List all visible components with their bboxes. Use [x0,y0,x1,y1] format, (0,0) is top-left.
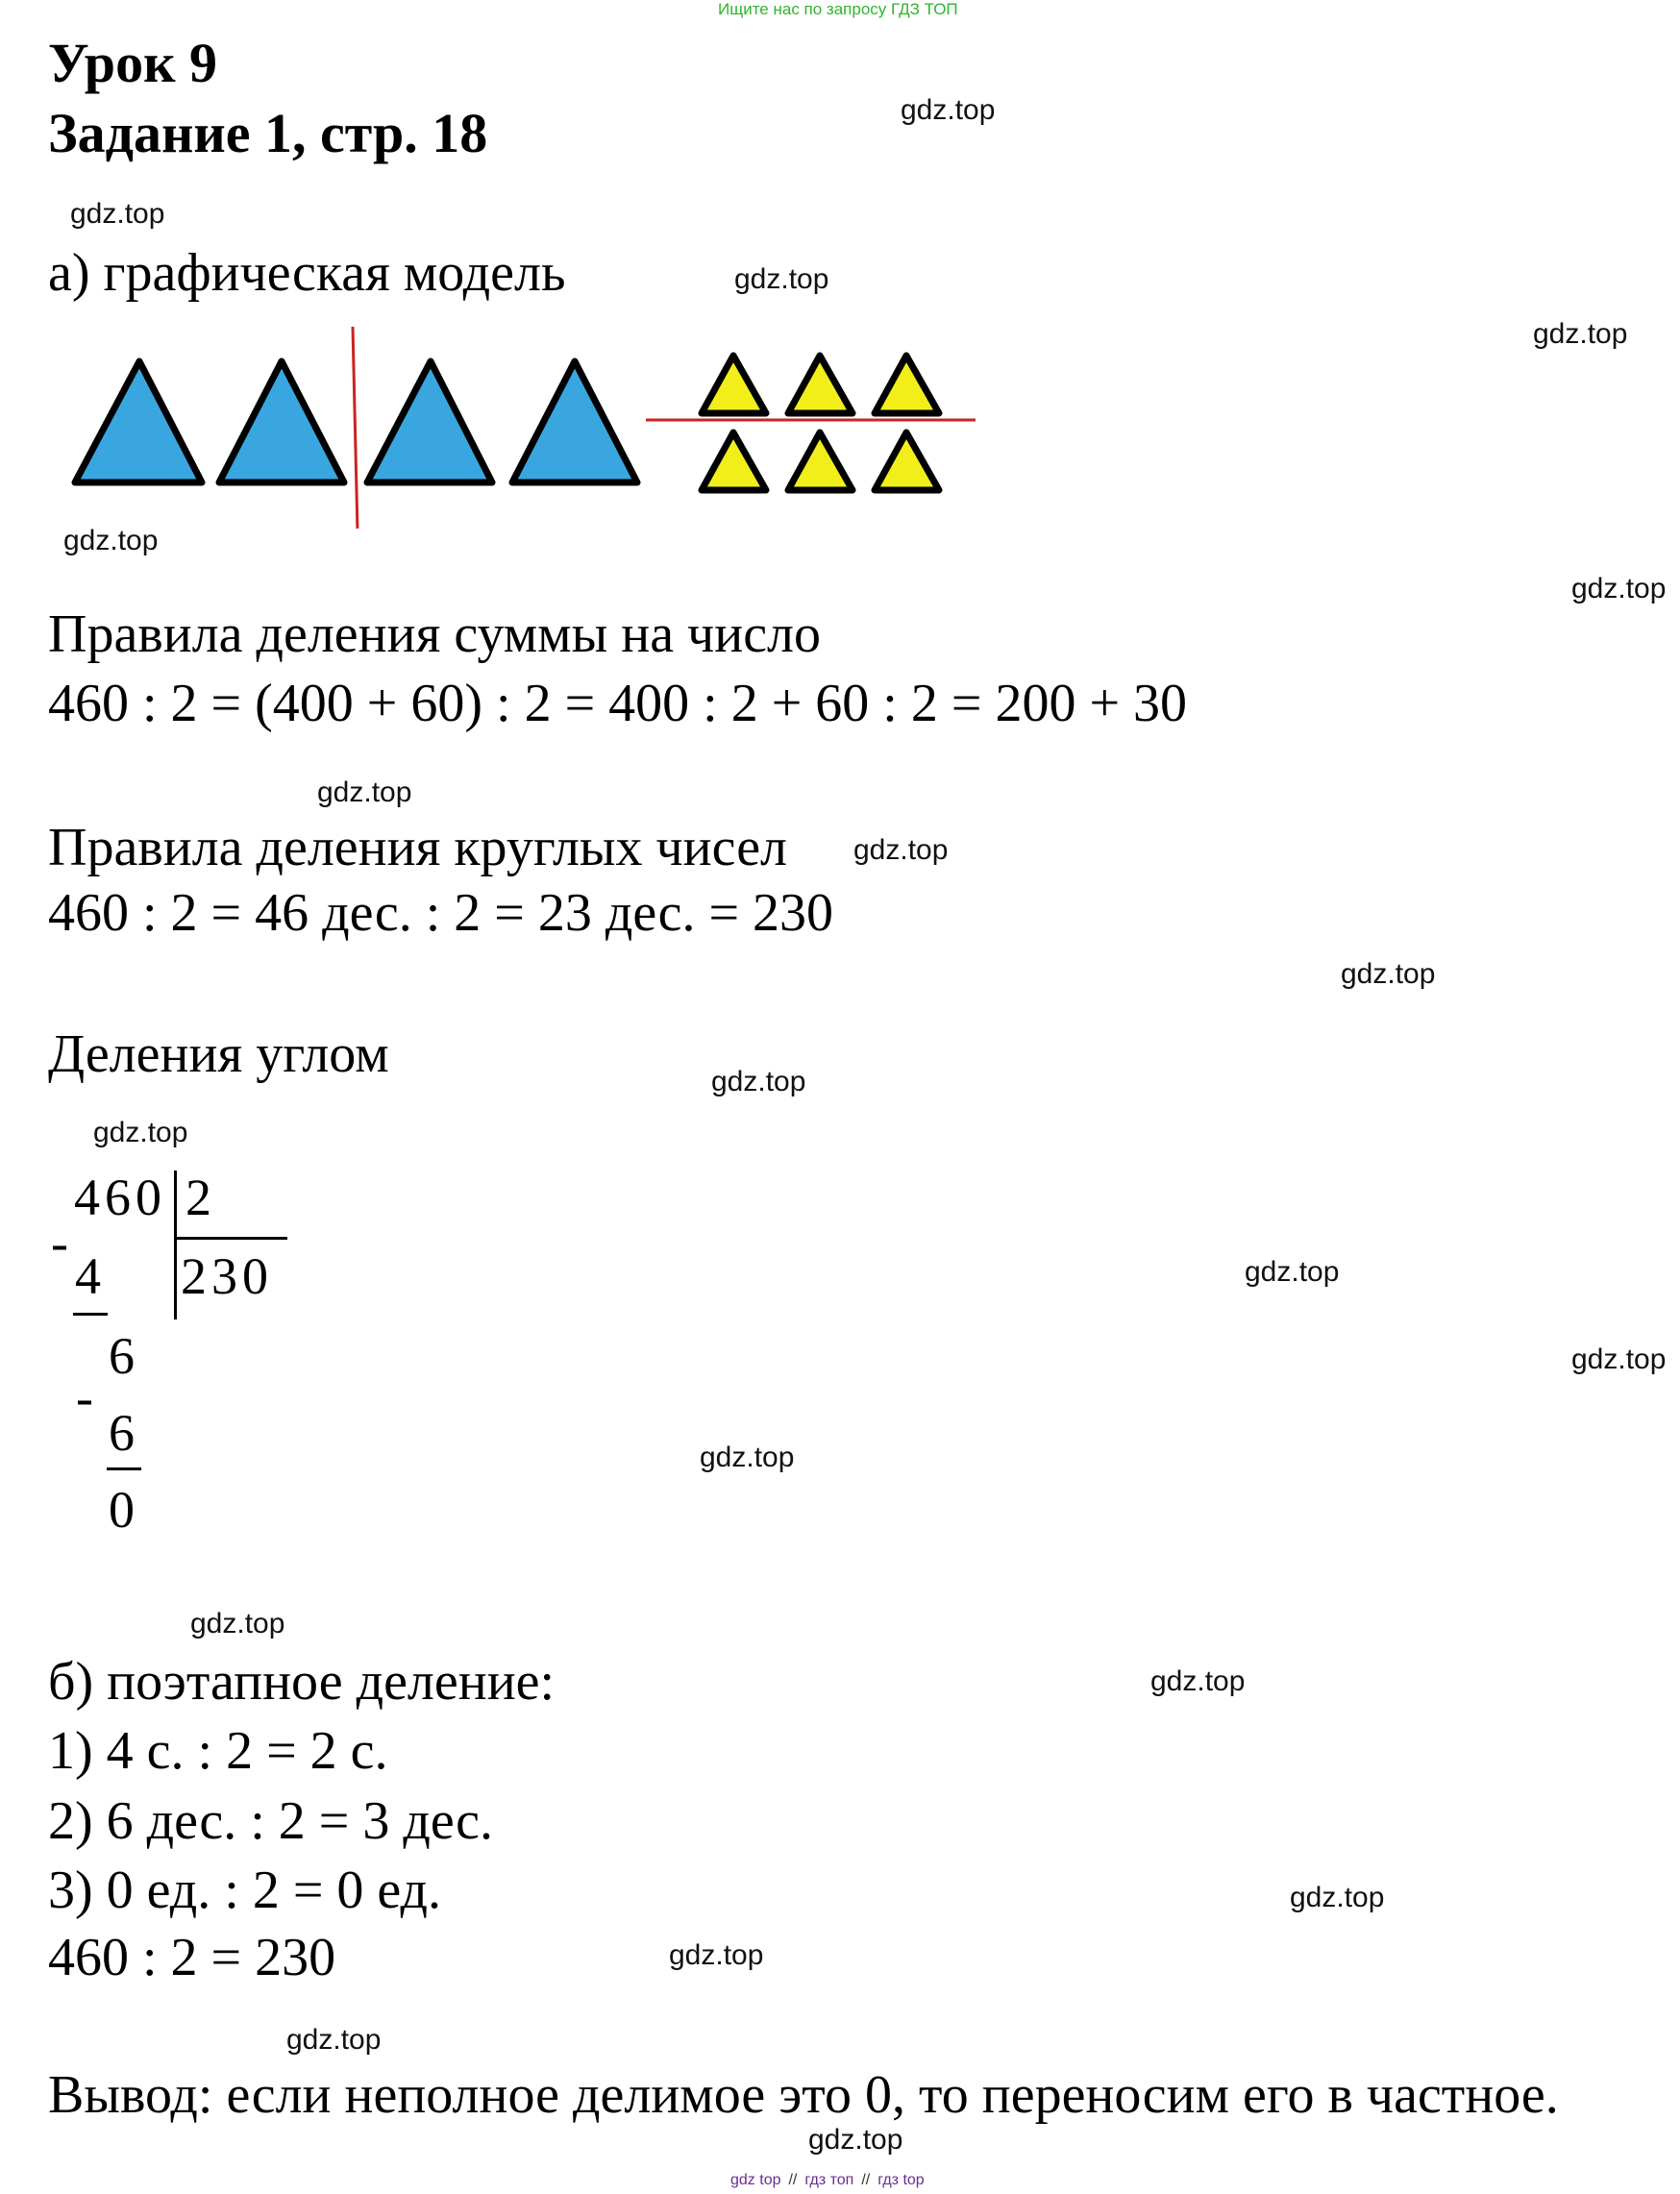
graphic-model [58,327,1000,529]
result: 460 : 2 = 230 [48,1928,336,1987]
rule-sum-expression: 460 : 2 = (400 + 60) : 2 = 400 : 2 + 60 : 2 = 200 + 30 [48,674,1188,733]
watermark: gdz.top [286,2024,382,2056]
top-banner: Ищите нас по запросу ГДЗ ТОП [718,0,958,18]
watermark: gdz.top [1571,1344,1667,1375]
subtrahend-1: 4 [75,1247,101,1305]
division-bracket-vertical [174,1171,177,1319]
watermark: gdz.top [808,2124,903,2156]
minus-sign-1: - [51,1214,68,1271]
yellow-triangle [875,432,939,490]
part-b-heading: б) поэтапное деление: [48,1652,556,1712]
part-a-heading: а) графическая модель [48,243,566,303]
yellow-triangle [788,432,852,490]
lesson-title: Урок 9 [48,32,217,94]
remainder-1: 6 [109,1327,135,1385]
watermark: gdz.top [1150,1665,1246,1697]
division-bracket-horizontal [174,1237,287,1240]
yellow-triangle [788,356,852,413]
quotient: 230 [181,1247,273,1305]
watermark: gdz.top [70,198,165,230]
task-title: Задание 1, стр. 18 [48,102,488,164]
watermark: gdz.top [901,94,996,126]
rule-round-expression: 460 : 2 = 46 дес. : 2 = 23 дес. = 230 [48,883,834,943]
step-2: 2) 6 дес. : 2 = 3 дес. [48,1791,493,1851]
footer-link[interactable]: гдз топ [804,2172,854,2188]
footer-link[interactable]: gdz top [730,2172,781,2188]
step-1: 1) 4 с. : 2 = 2 с. [48,1721,388,1781]
watermark: gdz.top [669,1939,764,1971]
watermark: gdz.top [700,1442,795,1473]
footer-link[interactable]: гдз top [877,2172,925,2188]
footer-separator: // [861,2172,871,2188]
remainder-2: 0 [109,1481,135,1539]
subtrahend-2: 6 [109,1404,135,1462]
watermark: gdz.top [1341,958,1436,990]
subtraction-line-1 [73,1313,108,1316]
watermark: gdz.top [1571,573,1667,604]
watermark: gdz.top [93,1117,188,1148]
watermark: gdz.top [1533,318,1628,350]
group-divider-vertical [353,327,358,529]
watermark: gdz.top [317,777,412,808]
footer-separator: // [788,2172,798,2188]
rule-sum-title: Правила деления суммы на число [48,604,821,664]
minus-sign-2: - [76,1368,93,1426]
divisor: 2 [185,1169,211,1226]
subtraction-line-2 [107,1467,141,1470]
watermark: gdz.top [63,525,159,556]
watermark: gdz.top [734,263,829,295]
blue-triangle [512,361,637,482]
footer-links [730,2172,925,2189]
yellow-triangle [702,356,766,413]
watermark: gdz.top [190,1608,285,1639]
yellow-triangle [702,432,766,490]
blue-triangle [75,361,202,482]
watermark: gdz.top [711,1066,806,1097]
blue-triangle [219,361,344,482]
watermark: gdz.top [1245,1256,1340,1288]
dividend: 460 [74,1169,166,1226]
yellow-triangle [875,356,939,413]
watermark: gdz.top [853,834,949,866]
blue-triangle [367,361,492,482]
step-3: 3) 0 ед. : 2 = 0 ед. [48,1861,442,1920]
rule-round-title: Правила деления круглых чисел [48,818,787,877]
conclusion: Вывод: если неполное делимое это 0, то переносим его в частное. [48,2065,1559,2125]
watermark: gdz.top [1290,1882,1385,1913]
long-division-title: Деления углом [48,1024,389,1084]
